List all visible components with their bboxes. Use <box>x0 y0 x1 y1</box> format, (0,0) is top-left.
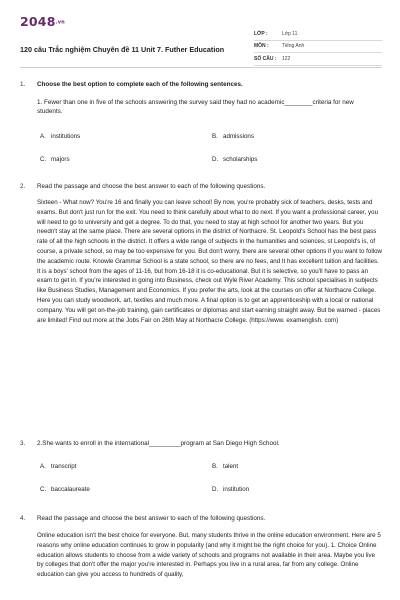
option-letter: A. <box>40 133 46 140</box>
option-a[interactable] <box>40 463 76 470</box>
question-number: 3. <box>20 440 26 447</box>
option-letter: C. <box>40 486 47 493</box>
meta-key: SỐ CÂU : <box>254 55 277 62</box>
option-letter: B. <box>212 463 218 470</box>
meta-row-subject <box>254 41 382 54</box>
option-b[interactable] <box>212 133 254 140</box>
option-letter: B. <box>212 133 218 140</box>
reading-passage: Sixteen - What now? You're 16 and finally you can leave school! By now, you're probably sick of teachers, desks, tests and exams. But don't just run for the exit. You need to think carefully about what to do next. If you want a professional career, you will need to go to university and get a degree. To do that, you need to stay at high school for another two years. But you needn't stay at the same place. There are several options in the district of Northacre. St. Leopold's School has the best pass rate of all the high schools in the district. It offers a wide range of subjects in the humanities and sciences, st Leopold's is, of course, a private school, so may be too expensive for you. But don't worry, there are several other options if you want to follow the academic route. Knowle Grammar School is a state school, so there are no fees, and It has excellent tuition and facilities. It is a boys' school from the ages of 11-16, but from 16-18 it is co-educational. But it is selective, so you'll have to pass an exam to get in. If you're interested in going into Business, check out Wyle River Academy. This school specialises in subjects like Business Studies, Management and Economics. If you prefer the arts, look at the courses on offer at Northacre College. Here you can study woodwork, art, textiles and much more. A final option is to get an apprenticeship with a local or national company. You will get on-the-job training, gain certificates or diplomas and start earning straight away. But be warned - places are limited! Find out more at the Jobs Fair on 26th May at Northacre College. (https://www. examenglish. com) <box>37 199 382 324</box>
option-c[interactable] <box>40 156 70 163</box>
meta-key: LỚP : <box>254 30 268 37</box>
meta-value: Tiếng Anh <box>282 43 305 50</box>
option-text: baccalaureate <box>51 486 90 493</box>
document-title: 120 câu Trắc nghiệm Chuyên đề 11 Unit 7. Futher Education <box>20 45 225 54</box>
option-text: institution <box>223 486 250 493</box>
reading-passage: Online education isn't the best choice for everyone. But, many students thrive in the online education environment. Here are 5 reasons why online education continues to grow in popularity (and why it might be the right choice for you). 1. Choice Online education allows students to choose from a wide variety of schools and programs not available in their area. Maybe you live by colleges that don't offer the major you're interested in. Perhaps you live in a rural area, far from any college. Online education can give you access to hundreds of quality, <box>37 532 381 579</box>
option-text: scholarships <box>223 156 258 163</box>
option-d[interactable] <box>212 156 257 163</box>
option-b[interactable] <box>212 463 238 470</box>
option-a[interactable] <box>40 133 80 140</box>
document-meta <box>254 28 382 66</box>
option-letter: A. <box>40 463 46 470</box>
question-stem: 2.She wants to enroll in the international_________program at San Diego High School. <box>37 440 280 447</box>
option-letter: C. <box>40 156 47 163</box>
question-number: 4. <box>20 515 26 522</box>
option-letter: D. <box>212 486 219 493</box>
option-text: majors <box>51 156 70 163</box>
question-instruction: Read the passage and choose the best answer to each of the following questions. <box>37 515 266 522</box>
question-instruction: Read the passage and choose the best answer to each of the following questions. <box>37 183 266 190</box>
logo-text: 2048 <box>20 14 56 29</box>
option-text: talent <box>223 463 239 470</box>
option-d[interactable] <box>212 486 249 493</box>
option-c[interactable] <box>40 486 90 493</box>
document-header <box>20 14 382 62</box>
option-text: transcript <box>51 463 77 470</box>
logo-suffix: .vn <box>55 19 65 26</box>
site-logo[interactable] <box>20 14 65 29</box>
header-divider <box>20 67 382 68</box>
question-number: 1. <box>20 81 26 88</box>
meta-row-class <box>254 28 382 41</box>
meta-value: 122 <box>282 55 291 62</box>
option-text: admissions <box>223 133 254 140</box>
question-instruction: Choose the best option to complete each of the following sentences. <box>37 81 243 88</box>
meta-value: Lớp 11 <box>282 30 298 37</box>
meta-row-count <box>254 53 382 66</box>
question-number: 2. <box>20 183 26 190</box>
option-text: institutions <box>51 133 81 140</box>
option-letter: D. <box>212 156 219 163</box>
meta-key: MÔN : <box>254 43 269 50</box>
question-stem: 1. Fewer than one in five of the schools answering the survey said they had no academic________criteria for new students. <box>37 99 354 115</box>
